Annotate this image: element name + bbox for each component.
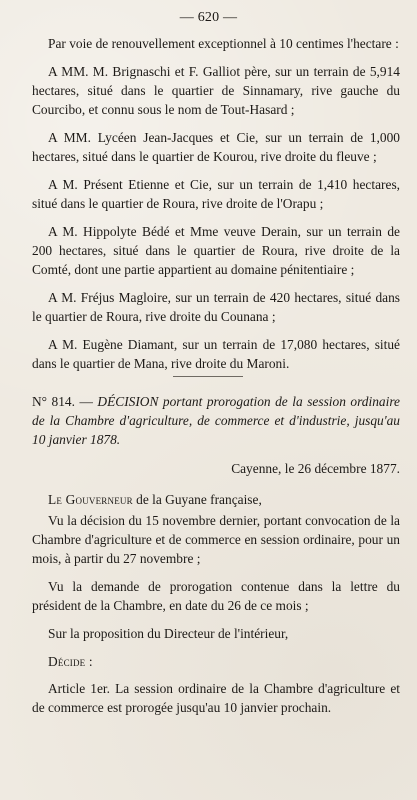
- grant-paragraph: A M. Eugène Diamant, sur un terrain de 17,080 hectares, situé dans le quartier de Mana, rive droite du Maroni.: [32, 337, 400, 371]
- consideration-paragraph: Sur la proposition du Directeur de l'intérieur,: [48, 626, 289, 641]
- decision-section: [32, 392, 400, 726]
- grant-paragraph: A MM. M. Brignaschi et F. Galliot père, sur un terrain de 5,914 hectares, situé dans le quartier de Sinnamary, rive gauche du Courcibo, et connu sous le nom de Tout-Hasard ;: [32, 64, 400, 117]
- decide-heading: Décide :: [48, 654, 93, 669]
- grant-paragraph: A M. Hippolyte Bédé et Mme veuve Derain, sur un terrain de 200 hectares, situé dans le quartier de Roura, rive droite de la Comté, dont une partie appartient au domaine pénitentiaire ;: [32, 224, 400, 277]
- consideration-paragraph: Vu la décision du 15 novembre dernier, portant convocation de la Chambre d'agriculture et de commerce en session ordinaire, pour un mois, à partir du 27 novembre ;: [32, 513, 400, 566]
- intro-paragraph: Par voie de renouvellement exceptionnel à 10 centimes l'hectare :: [48, 36, 399, 51]
- preamble-paragraph: [32, 490, 400, 509]
- preamble-lead: Le Gouverneur: [48, 492, 133, 507]
- consideration-paragraph: Vu la demande de prorogation contenue dans la lettre du président de la Chambre, en date du 26 de ce mois ;: [32, 579, 400, 613]
- decision-dateline: Cayenne, le 26 décembre 1877.: [231, 461, 400, 476]
- grant-paragraph: A MM. Lycéen Jean-Jacques et Cie, sur un terrain de 1,000 hectares, situé dans le quartier de Kourou, rive droite du fleuve ;: [32, 130, 400, 164]
- decision-title: DÉCISION portant prorogation de la session ordinaire de la Chambre d'agriculture, de commerce et d'industrie, jusqu'au 10 janvier 1878.: [32, 394, 400, 447]
- grant-paragraph: A M. Présent Etienne et Cie, sur un terrain de 1,410 hectares, situé dans le quartier de Roura, rive droite de l'Orapu ;: [32, 177, 400, 211]
- decision-heading: [32, 392, 400, 449]
- grant-paragraph: A M. Fréjus Magloire, sur un terrain de 420 hectares, situé dans le quartier de Roura, rive droite du Counana ;: [32, 290, 400, 324]
- preamble-rest: de la Guyane française,: [132, 492, 262, 507]
- grant-list: [32, 34, 400, 382]
- article-label: Article 1er.: [48, 681, 110, 696]
- article-paragraph: [32, 679, 400, 717]
- article-text: La session ordinaire de la Chambre d'agriculture et de commerce est prorogée jusqu'au 10 janvier prochain.: [32, 681, 401, 715]
- page-number: — 620 —: [179, 10, 238, 25]
- section-divider: [173, 376, 243, 377]
- decision-number: N° 814. —: [32, 394, 93, 409]
